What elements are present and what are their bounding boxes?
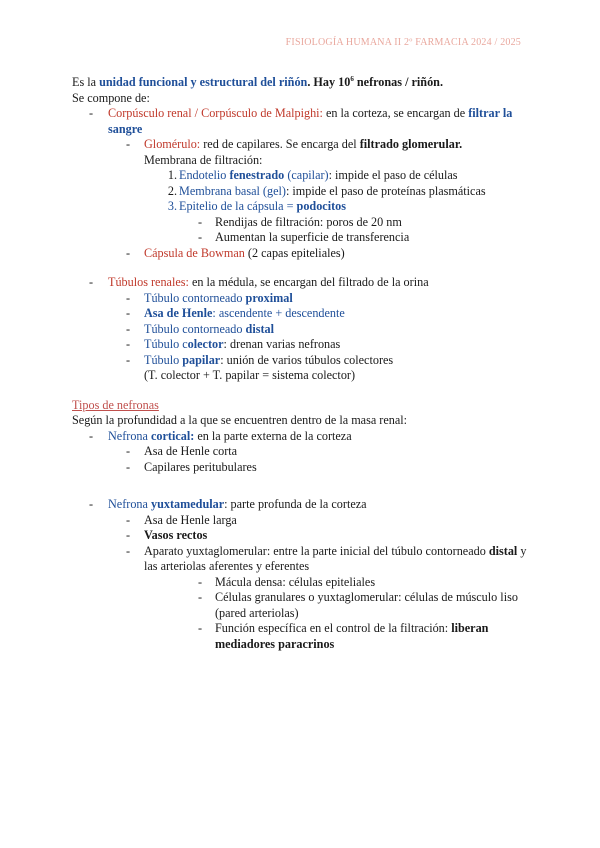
yuxta-asa-text: Asa de Henle larga xyxy=(144,512,237,527)
bullet-dash: - xyxy=(198,230,203,245)
tubulo-item-proximal xyxy=(72,291,532,307)
bullet-dash: - xyxy=(126,290,131,305)
corpusculo-title: Corpúsculo renal / Corpúsculo de Malpighi: xyxy=(108,106,323,121)
tipos-heading: Tipos de nefronas xyxy=(72,397,159,412)
tipos-intro: Según la profundidad a la que se encuentren dentro de la masa renal: xyxy=(72,413,408,428)
bullet-dash: - xyxy=(198,574,203,589)
tubulo-5-bold: papilar xyxy=(182,352,221,367)
membrana-item-3 xyxy=(72,199,532,215)
podocitos-2-text: Aumentan la superficie de transferencia xyxy=(215,230,410,245)
bowman-item xyxy=(72,246,532,262)
document-body xyxy=(72,72,532,652)
membrana-1-pre: Endotelio xyxy=(179,168,230,183)
aparato-post: y las arteriolas aferentes y eferentes xyxy=(144,543,527,574)
cortical-item xyxy=(72,429,532,445)
aparato-pre: Aparato yuxtaglomerular: entre la parte inicial del túbulo contorneado xyxy=(144,543,489,558)
tubulo-1-bold: proximal xyxy=(245,290,293,305)
yuxta-item xyxy=(72,497,532,513)
glomerulo-bold: filtrado glomerular. xyxy=(359,137,463,152)
tubulos-title: Túbulos renales: xyxy=(108,275,189,290)
bullet-dash: - xyxy=(89,275,94,290)
glomerulo-title: Glomérulo: xyxy=(144,137,201,152)
tubulo-3-bold: distal xyxy=(245,321,274,336)
aparato-sub-1-text: Mácula densa: células epiteliales xyxy=(215,574,376,589)
bullet-dash: - xyxy=(126,444,131,459)
list-number: 1. xyxy=(167,168,177,183)
bullet-dash: - xyxy=(89,497,94,512)
bullet-dash: - xyxy=(126,337,131,352)
corpusculo-item xyxy=(72,106,532,137)
bullet-dash: - xyxy=(126,306,131,321)
list-number: 2. xyxy=(167,183,177,198)
bullet-dash: - xyxy=(126,321,131,336)
yuxta-sub-vasos xyxy=(72,528,532,544)
membrana-2-desc: : impide el paso de proteínas plasmáticas xyxy=(285,183,486,198)
membrana-1-bold: fenestrado xyxy=(229,168,285,183)
tubulo-item-colector xyxy=(72,337,532,353)
intro-pre: Es la xyxy=(72,75,100,90)
papilar-continuation: (T. colector + T. papilar = sistema colector) xyxy=(144,368,356,383)
aparato-sub-3-bold: liberan mediadores paracrinos xyxy=(215,621,489,651)
membrana-2-pre: Membrana basal (gel) xyxy=(179,183,286,198)
yuxta-sub-asa xyxy=(72,513,532,529)
tubulo-5-pre: Túbulo xyxy=(144,352,183,367)
bowman-title: Cápsula de Bowman xyxy=(144,245,245,260)
membrana-label: Membrana de filtración: xyxy=(144,152,263,167)
tubulo-item-papilar xyxy=(72,353,532,384)
tubulos-item xyxy=(72,275,532,291)
cortical-text: en la parte externa de la corteza xyxy=(194,428,352,443)
corpusculo-text: en la corteza, se encargan de xyxy=(322,106,469,121)
tubulo-item-henle xyxy=(72,306,532,322)
bullet-dash: - xyxy=(126,245,131,260)
tubulo-4-bold: olector xyxy=(187,337,224,352)
glomerulo-text: red de capilares. Se encarga del xyxy=(200,137,360,152)
cortical-sub-1-text: Asa de Henle corta xyxy=(144,444,238,459)
tubulos-text: en la médula, se encargan del filtrado de la orina xyxy=(188,275,429,290)
bullet-dash: - xyxy=(198,214,203,229)
membrana-3-bold: podocitos xyxy=(296,199,346,214)
bullet-dash: - xyxy=(126,543,131,558)
podocitos-1-text: Rendijas de filtración: poros de 20 nm xyxy=(215,214,402,229)
aparato-sub-2 xyxy=(72,590,532,621)
yuxta-sub-aparato xyxy=(72,544,532,575)
tubulo-4-pre: Túbulo c xyxy=(144,337,188,352)
tubulo-4-desc: : drenan varias nefronas xyxy=(223,337,341,352)
cortical-pre: Nefrona xyxy=(108,428,151,443)
bullet-dash: - xyxy=(126,137,131,152)
intro-mid: . Hay 10 xyxy=(307,75,351,90)
cortical-sub-2-text: Capilares peritubulares xyxy=(144,459,257,474)
yuxta-text: : parte profunda de la corteza xyxy=(224,497,367,512)
membrana-item-2 xyxy=(72,184,532,200)
membrana-3-pre: Epitelio de la cápsula = xyxy=(179,199,297,214)
tubulo-3-pre: Túbulo contorneado xyxy=(144,321,246,336)
yuxta-bold: yuxtamedular xyxy=(150,497,225,512)
tubulo-5-desc: : unión de varios túbulos colectores xyxy=(220,352,394,367)
bullet-dash: - xyxy=(126,352,131,367)
compone-line: Se compone de: xyxy=(72,90,150,105)
cortical-sub-1 xyxy=(72,444,532,460)
bullet-dash: - xyxy=(126,528,131,543)
bullet-dash: - xyxy=(126,459,131,474)
bullet-dash: - xyxy=(126,512,131,527)
tubulo-1-pre: Túbulo contorneado xyxy=(144,290,246,305)
bowman-text: (2 capas epiteliales) xyxy=(244,245,345,260)
intro-highlight: unidad funcional y estructural del riñón xyxy=(99,75,308,90)
aparato-sub-1 xyxy=(72,575,532,591)
aparato-sub-2-text: Células granulares o yuxtaglomerular: células de músculo liso (pared arteriolas) xyxy=(215,590,518,620)
aparato-sub-3-text: Función específica en el control de la filtración: xyxy=(215,621,452,636)
podocitos-item-1 xyxy=(72,215,532,231)
bullet-dash: - xyxy=(198,621,203,636)
glomerulo-item xyxy=(72,137,532,168)
corpusculo-highlight: filtrar la sangre xyxy=(108,106,513,136)
intro-exponent: 6 xyxy=(350,75,354,83)
tubulo-item-distal xyxy=(72,322,532,338)
page-header: FISIOLOGÍA HUMANA II 2º FARMACIA 2024 / 2025 xyxy=(285,37,521,48)
tubulo-2-post: : ascendente + descendente xyxy=(212,306,345,321)
aparato-sub-3 xyxy=(72,621,532,652)
bullet-dash: - xyxy=(89,106,94,121)
bullet-dash: - xyxy=(89,428,94,443)
membrana-item-1 xyxy=(72,168,532,184)
intro-line xyxy=(72,72,532,91)
bullet-dash: - xyxy=(198,590,203,605)
intro-post: nefronas / riñón. xyxy=(353,75,443,90)
yuxta-vasos-text: Vasos rectos xyxy=(144,528,208,543)
yuxta-pre: Nefrona xyxy=(108,497,151,512)
membrana-1-post: (capilar) xyxy=(284,168,329,183)
podocitos-item-2 xyxy=(72,230,532,246)
cortical-bold: cortical: xyxy=(150,428,195,443)
cortical-sub-2 xyxy=(72,460,532,476)
list-number: 3. xyxy=(167,199,177,214)
tubulo-2-bold: Asa de Henle xyxy=(144,306,213,321)
membrana-1-desc: : impide el paso de células xyxy=(328,168,458,183)
aparato-bold: distal xyxy=(488,543,518,558)
